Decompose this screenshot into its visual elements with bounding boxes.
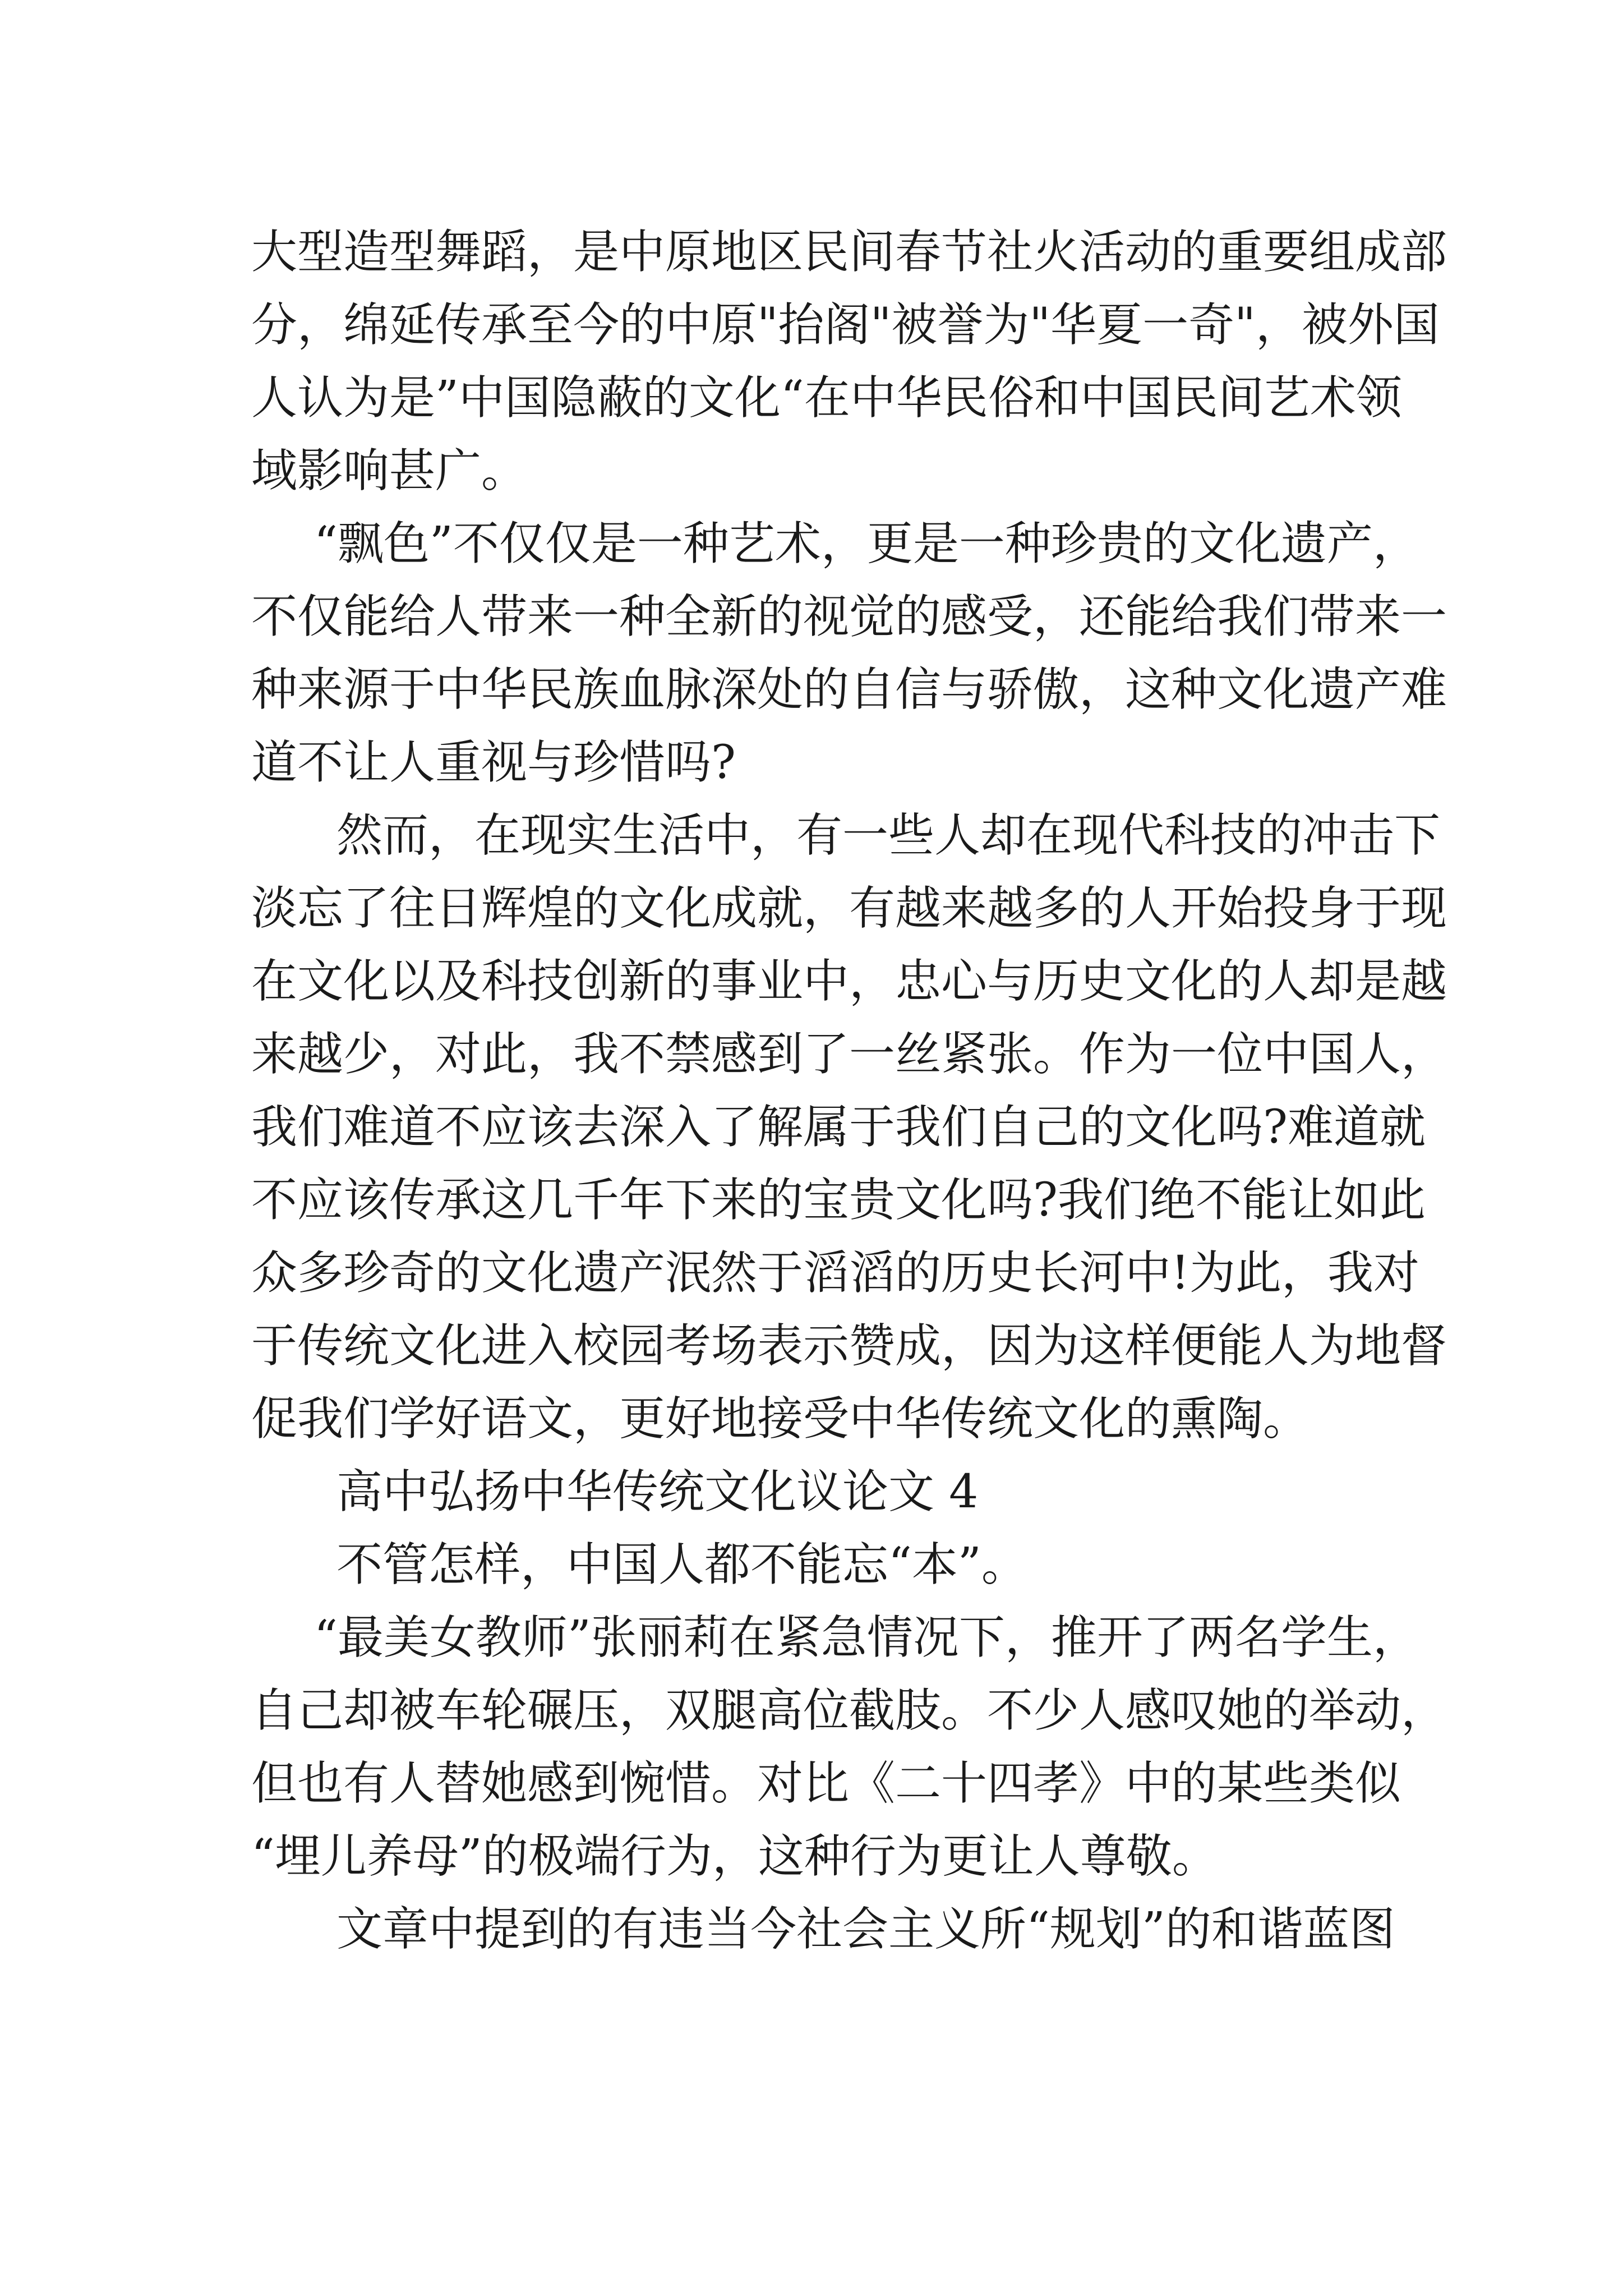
text-line (0, 435, 1623, 508)
text-line (0, 872, 1623, 945)
line-text: 在文化以及科技创新的事业中，忠心与历史文化的人却是越 (251, 955, 1447, 1008)
line-text: 我们难道不应该去深入了解属于我们自己的文化吗?难道就 (251, 1101, 1426, 1154)
text-line (0, 1674, 1623, 1747)
line-text: “最美女教师”张丽莉在紧急情况下，推开了两名学生， (314, 1611, 1419, 1664)
text-line (0, 1820, 1623, 1893)
text-line (0, 654, 1623, 726)
line-text: 不管怎样，中国人都不能忘“本”。 (336, 1538, 1027, 1591)
text-line (0, 216, 1623, 289)
line-text: “埋儿养母”的极端行为，这种行为更让人尊敬。 (251, 1830, 1218, 1883)
text-line (0, 1602, 1623, 1674)
text-line (0, 1529, 1623, 1602)
line-text: 文章中提到的有违当今社会主义所“规划”的和谐蓝图 (336, 1903, 1395, 1956)
line-text: 人认为是”中国隐蔽的文化“在中华民俗和中国民间艺术领 (251, 371, 1402, 425)
text-line (0, 1164, 1623, 1237)
text-line (0, 1018, 1623, 1091)
line-text: 然而，在现实生活中，有一些人却在现代科技的冲击下 (336, 809, 1441, 862)
text-line (0, 289, 1623, 362)
text-line (0, 945, 1623, 1018)
line-text: 大型造型舞蹈，是中原地区民间春节社火活动的重要组成部 (251, 226, 1447, 279)
line-text: 促我们学好语文，更好地接受中华传统文化的熏陶。 (251, 1392, 1310, 1446)
section-heading (0, 1456, 1623, 1529)
text-line (0, 1383, 1623, 1456)
text-line (0, 581, 1623, 654)
line-text: 自己却被车轮碾压，双腿高位截肢。不少人感叹她的举动， (251, 1684, 1447, 1737)
line-text: “飘色”不仅仅是一种艺术，更是一种珍贵的文化遗产， (314, 517, 1419, 570)
line-text: 道不让人重视与珍惜吗? (251, 736, 736, 789)
text-line (0, 726, 1623, 799)
line-text: 于传统文化进入校园考场表示赞成，因为这样便能人为地督 (251, 1319, 1447, 1373)
text-line (0, 362, 1623, 435)
line-text: 不应该传承这几千年下来的宝贵文化吗?我们绝不能让如此 (251, 1174, 1426, 1227)
line-text: 众多珍奇的文化遗产泯然于滔滔的历史长河中!为此，我对 (251, 1246, 1419, 1300)
line-text: 淡忘了往日辉煌的文化成就，有越来越多的人开始投身于现 (251, 882, 1447, 935)
text-line (0, 799, 1623, 872)
text-line (0, 1310, 1623, 1383)
text-line (0, 1091, 1623, 1164)
line-text: 域影响甚广。 (251, 444, 528, 498)
heading-text: 高中弘扬中华传统文化议论文 4 (336, 1465, 979, 1519)
line-text: 种来源于中华民族血脉深处的自信与骄傲，这种文化遗产难 (251, 663, 1447, 716)
text-line (0, 1747, 1623, 1820)
text-line (0, 1893, 1623, 1966)
text-line (0, 508, 1623, 581)
line-text: 不仅能给人带来一种全新的视觉的感受，还能给我们带来一 (251, 590, 1447, 643)
line-text: 分，绵延传承至今的中原"抬阁"被誉为"华夏一奇"，被外国 (251, 298, 1440, 352)
text-line (0, 1237, 1623, 1310)
line-text: 来越少，对此，我不禁感到了一丝紧张。作为一位中国人， (251, 1028, 1447, 1081)
line-text: 但也有人替她感到惋惜。对比《二十四孝》中的某些类似 (251, 1757, 1401, 1810)
